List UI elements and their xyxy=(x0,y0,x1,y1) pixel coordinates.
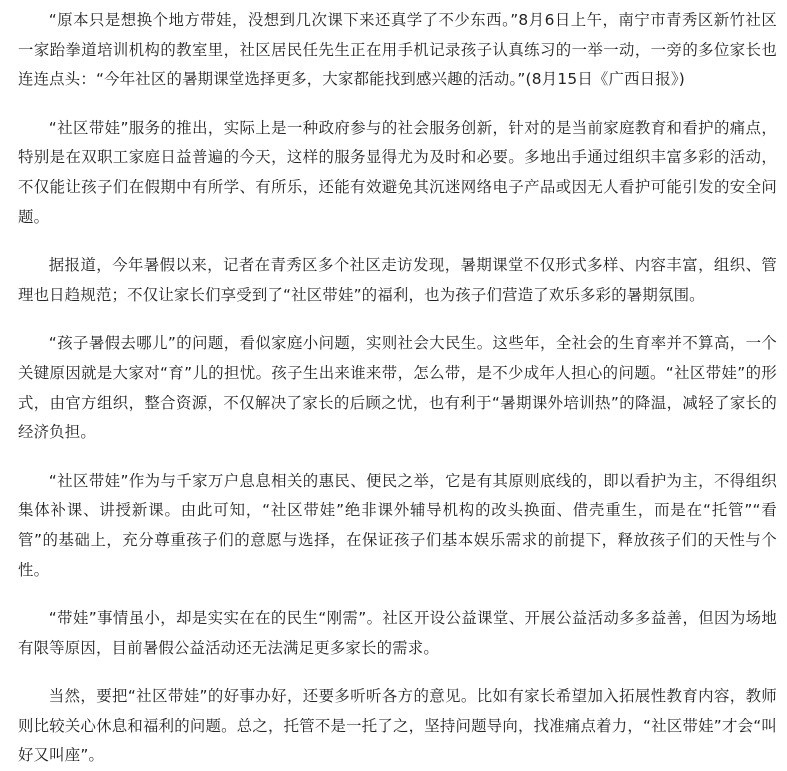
paragraph-3: 据报道，今年暑假以来，记者在青秀区多个社区走访发现，暑期课堂不仅形式多样、内容丰富，组织、管理也日趋规范；不仅让家长们享受到了“社区带娃”的福利，也为孩子们营造了欢乐多彩的暑期氛围。 xyxy=(18,256,777,304)
paragraph-2: “社区带娃”服务的推出，实际上是一种政府参与的社会服务创新，针对的是当前家庭教育和看护的痛点，特别是在双职工家庭日益普遍的今天，这样的服务显得尤为及时和必要。多地出手通过组织丰富多彩的活动，不仅能让孩子们在假期中有所学、有所乐，还能有效避免其沉迷网络电子产品或因无人看护可能引发的安全问题。 xyxy=(18,118,777,226)
paragraph-4: “孩子暑假去哪儿”的问题，看似家庭小问题，实则社会大民生。这些年，全社会的生育率并不算高，一个关键原因就是大家对“育”儿的担忧。孩子生出来谁来带，怎么带，是不少成年人担心的问题。“社区带娃”的形式，由官方组织，整合资源，不仅解决了家长的后顾之忧，也有利于“暑期课外培训热”的降温，减轻了家长的经济负担。 xyxy=(18,334,777,442)
paragraph-5: “社区带娃”作为与千家万户息息相关的惠民、便民之举，它是有其原则底线的，即以看护为主，不得组织集体补课、讲授新课。由此可知，“社区带娃”绝非课外辅导机构的改头换面、借壳重生，而是在“托管”“看管”的基础上，充分尊重孩子们的意愿与选择，在保证孩子们基本娱乐需求的前提下，释放孩子们的天性与个性。 xyxy=(18,471,777,579)
paragraph-1: “原本只是想换个地方带娃，没想到几次课下来还真学了不少东西。”8月6日上午，南宁市青秀区新竹社区一家跆拳道培训机构的教室里，社区居民任先生正在用手机记录孩子认真练习的一举一动，一旁的多位家长也连连点头：“今年社区的暑期课堂选择更多，大家都能找到感兴趣的活动。”(8月15日《广西日报》) xyxy=(18,11,777,89)
paragraph-7: 当然，要把“社区带娃”的好事办好，还要多听听各方的意见。比如有家长希望加入拓展性教育内容，教师则比较关心休息和福利的问题。总之，托管不是一托了之，坚持问题导向，找准痛点着力，“社区带娃”才会“叫好又叫座”。 xyxy=(18,687,777,765)
paragraph-6: “带娃”事情虽小，却是实实在在的民生“刚需”。社区开设公益课堂、开展公益活动多多益善，但因为场地有限等原因，目前暑假公益活动还无法满足更多家长的需求。 xyxy=(18,609,777,657)
